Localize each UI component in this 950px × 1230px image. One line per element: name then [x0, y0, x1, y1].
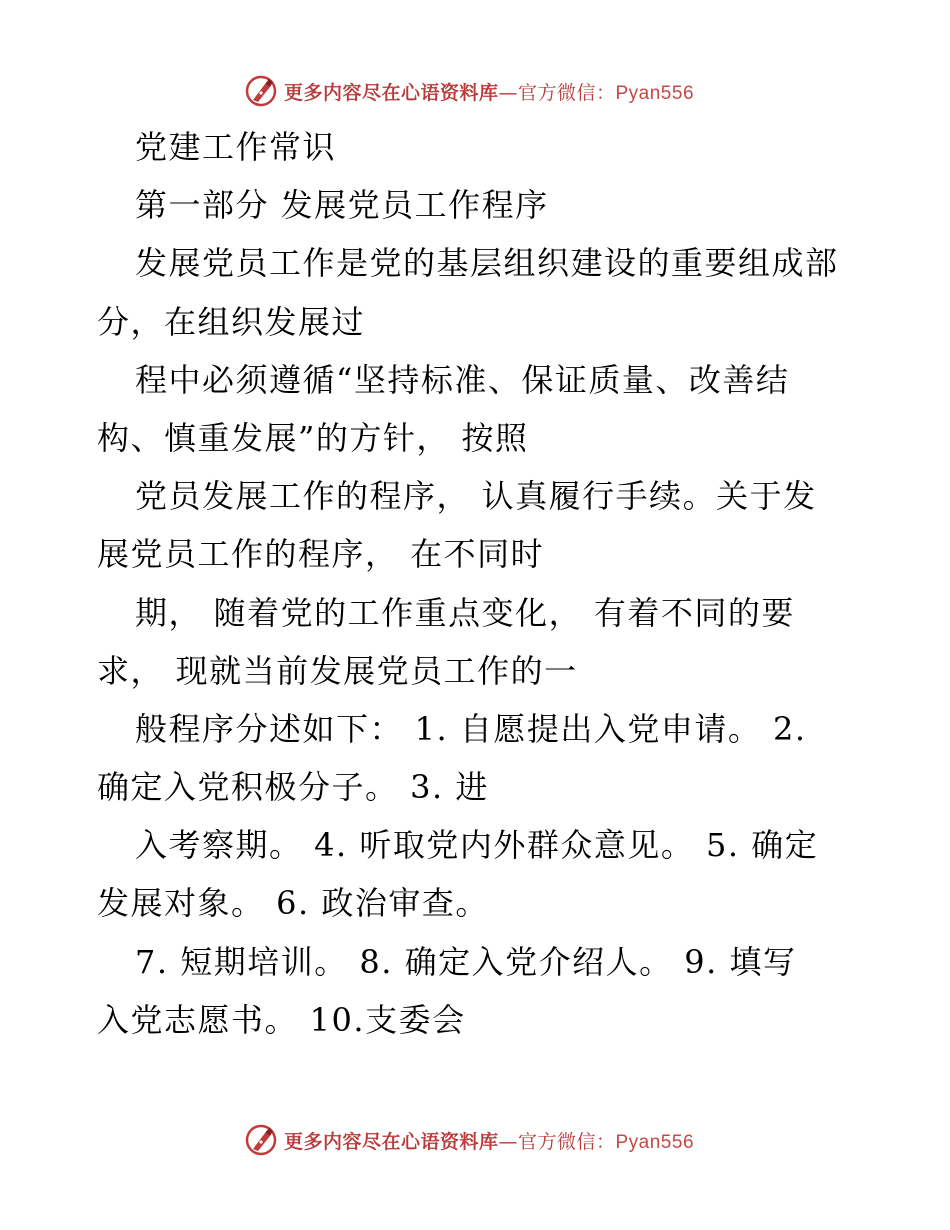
- pen-nib-circle-icon: [244, 74, 278, 108]
- watermark-wechat-id: Pyan556: [615, 82, 695, 104]
- paragraph-line: 入考察期。 4. 听取党内外群众意见。 5. 确定: [135, 826, 819, 865]
- watermark-text: [284, 78, 694, 105]
- paragraph-line: 入党志愿书。 10.支委会: [97, 1000, 466, 1039]
- pen-nib-circle-icon: [244, 1123, 278, 1157]
- footer-watermark-content: [244, 1123, 694, 1157]
- paragraph-line: 程中必须遵循“坚持标准、保证质量、改善结: [135, 360, 790, 399]
- watermark-site-name: 更多内容尽在心语资料库: [283, 1130, 499, 1153]
- watermark-wechat-label: 官方微信：: [517, 1130, 616, 1153]
- paragraph-line: 构、慎重发展”的方针， 按照: [97, 418, 529, 457]
- watermark-dash: —: [498, 1130, 518, 1153]
- footer-watermark: [0, 1120, 950, 1160]
- watermark-wechat-id: Pyan556: [615, 1131, 695, 1153]
- watermark-wechat-label: 官方微信：: [517, 81, 616, 104]
- paragraph-line: 期， 随着党的工作重点变化， 有着不同的要: [135, 593, 795, 632]
- document-body: [97, 118, 857, 1049]
- paragraph-line: 7. 短期培训。 8. 确定入党介绍人。 9. 填写: [135, 942, 797, 981]
- watermark-site-name: 更多内容尽在心语资料库: [283, 81, 499, 104]
- document-title: 党建工作常识: [135, 128, 337, 166]
- section-heading: 第一部分 发展党员工作程序: [135, 186, 549, 225]
- paragraph-line: 确定入党积极分子。 3. 进: [97, 768, 489, 807]
- paragraph-line: 发展党员工作是党的基层组织建设的重要组成部: [135, 244, 839, 283]
- paragraph-line: 展党员工作的程序， 在不同时: [97, 535, 545, 574]
- paragraph-line: 分，在组织发展过: [97, 302, 366, 341]
- paragraph-line: 般程序分述如下： 1. 自愿提出入党申请。 2.: [135, 709, 807, 748]
- header-watermark-content: [244, 74, 694, 108]
- watermark-text: [284, 1127, 694, 1154]
- paragraph-line: 求， 现就当前发展党员工作的一: [97, 651, 578, 690]
- header-watermark: [0, 71, 950, 111]
- watermark-dash: —: [498, 81, 518, 104]
- paragraph-line: 党员发展工作的程序， 认真履行手续。关于发: [135, 477, 817, 516]
- paragraph-line: 发展对象。 6. 政治审查。: [97, 884, 489, 923]
